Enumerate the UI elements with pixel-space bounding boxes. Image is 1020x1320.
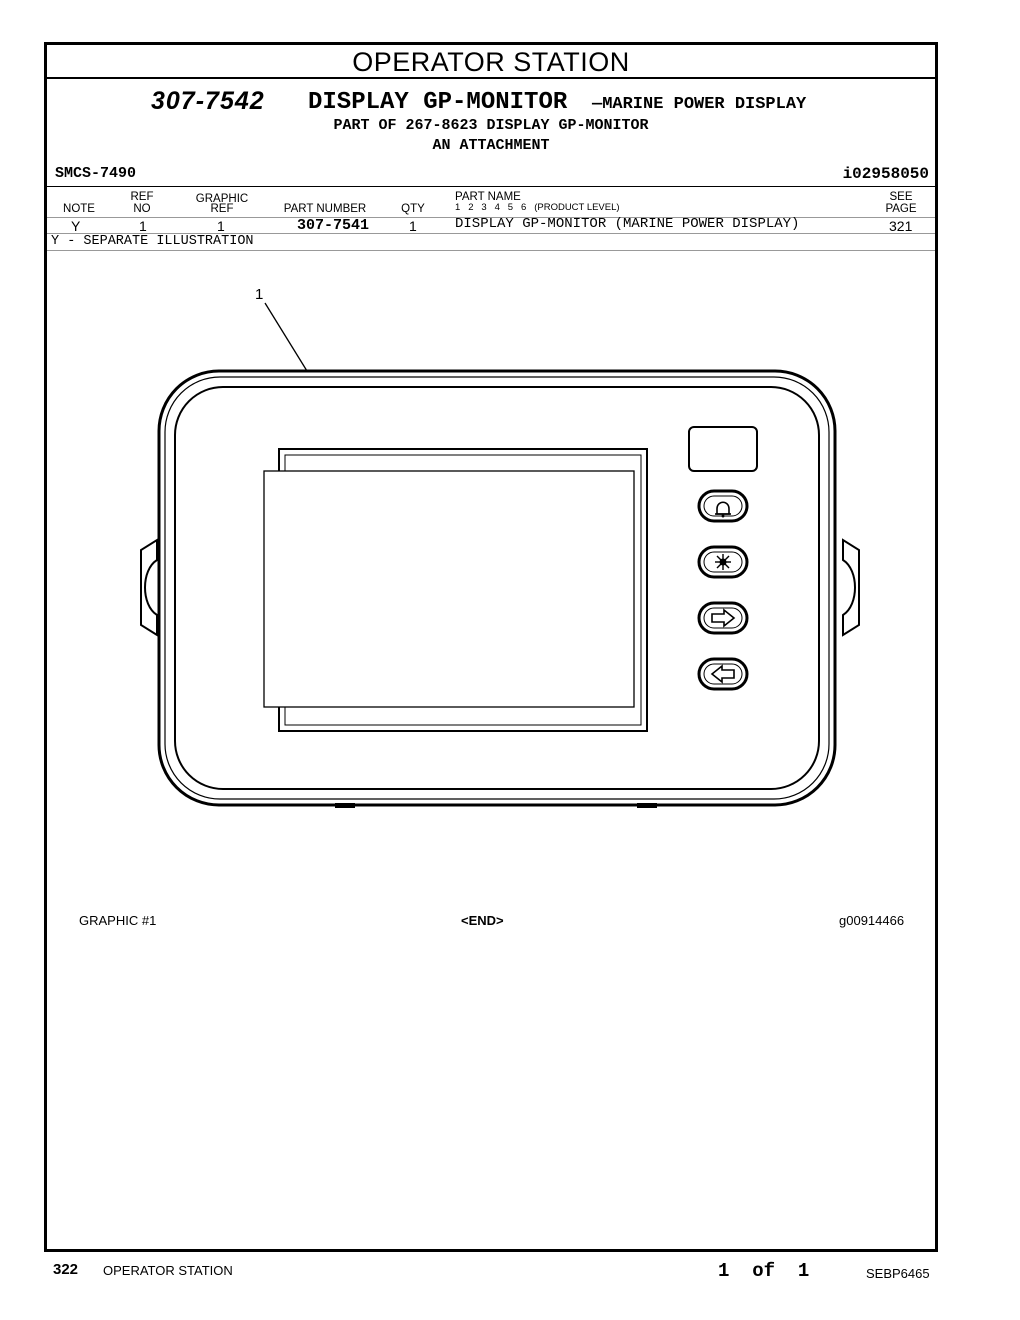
attachment-line: AN ATTACHMENT [432, 137, 550, 154]
row-ref-no: 1 [139, 218, 147, 234]
graphic-label: GRAPHIC #1 [79, 913, 157, 928]
smcs-code: SMCS-7490 [55, 165, 137, 182]
footer-section: OPERATOR STATION [103, 1263, 233, 1278]
info-number: i02958050 [842, 165, 929, 183]
part-of-line: PART OF 267-8623 DISPLAY GP-MONITOR [333, 117, 649, 134]
monitor-drawing [135, 285, 865, 825]
row-part-number: 307-7541 [297, 217, 370, 234]
row-graphic-ref: 1 [217, 218, 225, 234]
row-part-name: DISPLAY GP-MONITOR (MARINE POWER DISPLAY) [455, 216, 800, 232]
left-mount-ear [141, 540, 157, 635]
callout-number: 1 [255, 286, 264, 303]
graphic-id: g00914466 [839, 913, 905, 928]
screen [264, 471, 634, 707]
callout-leader [265, 303, 307, 371]
end-marker: <END> [461, 913, 504, 928]
header-ref-no-2: NO [133, 203, 151, 215]
display-name: DISPLAY GP-MONITOR [308, 89, 568, 116]
row-note: Y [71, 218, 81, 234]
header-graphic-ref-1: GRAPHIC [195, 193, 249, 205]
page-frame [44, 42, 938, 1252]
header-part-number: PART NUMBER [283, 203, 367, 215]
display-subtitle: —MARINE POWER DISPLAY [592, 95, 807, 114]
header-qty: QTY [401, 203, 425, 215]
header-ref-no-1: REF [130, 191, 154, 203]
page-number: 322 [53, 1261, 79, 1278]
part-number-title: 307-7542 [151, 87, 265, 115]
note-legend: Y - SEPARATE ILLUSTRATION [51, 234, 254, 249]
bottom-clip-right [637, 803, 657, 808]
table-legend-rule [47, 250, 935, 251]
bottom-clip-left [335, 803, 355, 808]
row-qty: 1 [409, 218, 417, 234]
doc-id: SEBP6465 [866, 1266, 930, 1281]
header-see-page-2: PAGE [885, 203, 917, 215]
table-top-rule [47, 186, 935, 187]
page-of: 1 of 1 [718, 1260, 810, 1282]
right-mount-ear [843, 540, 859, 635]
row-see-page: 321 [889, 218, 913, 234]
brightness-icon [715, 554, 731, 570]
header-note: NOTE [63, 203, 95, 215]
header-see-page-1: SEE [889, 191, 913, 203]
header-graphic-ref-2: REF [210, 203, 234, 215]
header-part-name: PART NAME [455, 191, 521, 203]
header-product-level: 1 2 3 4 5 6 (PRODUCT LEVEL) [455, 202, 620, 213]
section-title: OPERATOR STATION [47, 45, 935, 79]
